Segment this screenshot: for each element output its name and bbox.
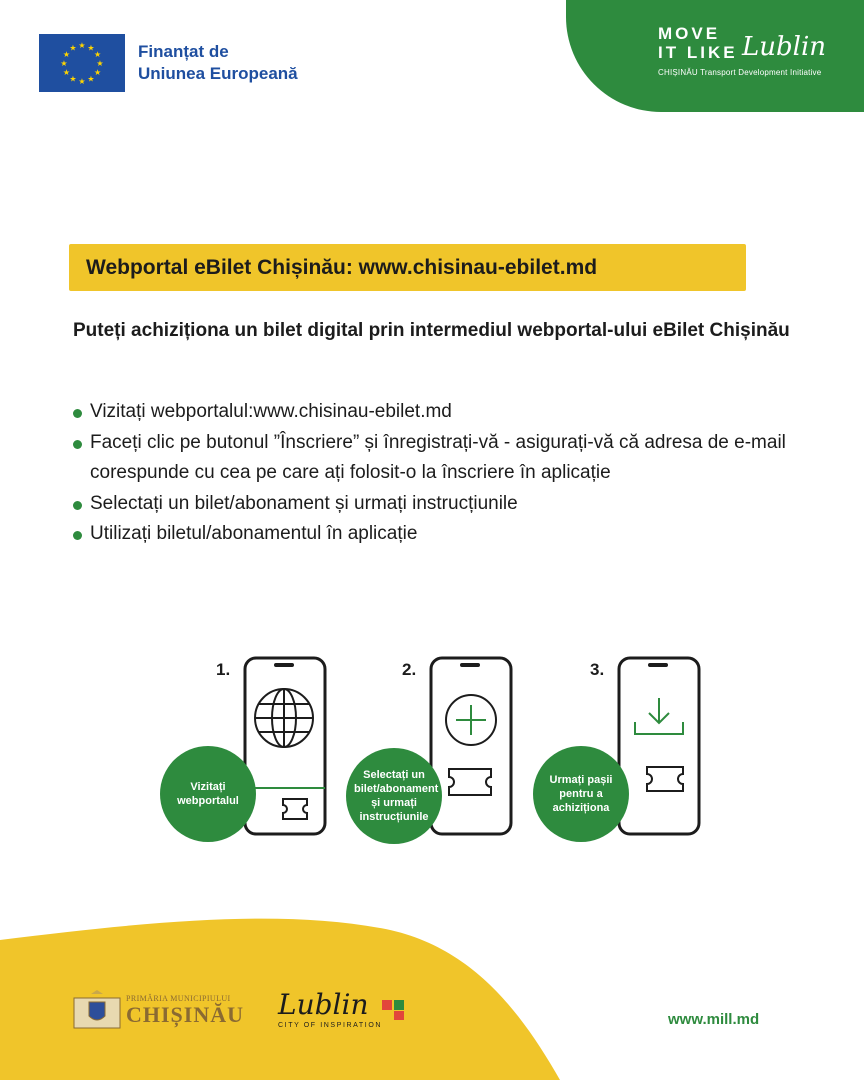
eu-funding-line1: Finanțat de	[138, 42, 229, 61]
primaria-small-text: PRIMĂRIA MUNICIPIULUI	[126, 993, 231, 1003]
eu-star-icon: ★	[87, 74, 95, 84]
eu-star-icon: ★	[94, 68, 102, 77]
step2-label: Selectați un bilet/abonament și urmați instrucțiunile	[354, 769, 439, 823]
eu-star-icon: ★	[78, 41, 86, 50]
step3-label: Urmați pașii pentru a achiziționa	[549, 774, 613, 814]
bullet-dot-icon	[73, 409, 82, 418]
phone-2-icon	[429, 656, 513, 836]
eu-star-icon: ★	[69, 74, 77, 84]
eu-star-icon: ★	[62, 50, 70, 59]
intro-text: Puteți achiziționa un bilet digital prin intermediul webportal-ului eBilet Chișinău	[73, 320, 790, 341]
list-item	[73, 397, 813, 428]
step1-number: 1.	[216, 660, 231, 679]
eu-star-icon: ★	[96, 59, 104, 68]
bullet-dot-icon	[73, 440, 82, 449]
list-item	[73, 489, 813, 520]
list-item	[73, 519, 813, 550]
list-item	[73, 428, 813, 489]
primaria-big-text: CHIȘINĂU	[126, 1001, 245, 1027]
mil-line2: IT LIKE	[658, 43, 738, 62]
eu-star-icon: ★	[62, 68, 70, 77]
lublin-city-logo	[278, 990, 382, 1029]
eu-star-icon: ★	[60, 59, 68, 68]
step-text: Vizitați webportalul:www.chisinau-ebilet.md	[90, 401, 452, 422]
eu-star-icon: ★	[78, 77, 86, 86]
primaria-chisinau-logo	[72, 990, 244, 1030]
bullet-dot-icon	[73, 531, 82, 540]
website-link[interactable]: www.mill.md	[668, 1011, 760, 1028]
move-it-like-lublin-logo	[658, 24, 827, 77]
eu-funding-line2: Uniunea Europeană	[138, 64, 298, 83]
step3-circle	[533, 746, 629, 842]
mil-line1: MOVE	[658, 24, 721, 43]
lublin-script: Lublin	[278, 988, 369, 1021]
headline-text: Webportal eBilet Chișinău: www.chisinau-ebilet.md	[86, 255, 598, 279]
eu-flag-icon	[39, 34, 125, 92]
lublin-subtitle: CITY OF INSPIRATION	[278, 1022, 383, 1029]
step-text: Selectați un bilet/abonament și urmați instrucțiunile	[90, 492, 518, 514]
eu-funding-text	[138, 41, 298, 85]
bullet-dot-icon	[73, 501, 82, 510]
step-text: Utilizați biletul/abonamentul în aplicație	[90, 523, 418, 544]
eu-star-icon: ★	[87, 43, 95, 53]
eu-star-icon: ★	[69, 43, 77, 53]
headline-banner	[69, 244, 746, 291]
step2-circle	[346, 748, 442, 844]
phone-1-icon	[243, 656, 327, 836]
step-text: Faceți clic pe butonul ”Înscriere” și înregistrați-vă - asigurați-vă că adresa de e-mail corespunde cu cea pe care ați folosit-o la înscriere în aplicație	[90, 431, 786, 483]
step1-label: Vizitați webportalul	[177, 781, 239, 807]
mil-script: Lublin	[742, 32, 827, 62]
step1-circle	[160, 746, 256, 842]
steps-list	[73, 397, 813, 550]
step3-number: 3.	[590, 660, 605, 679]
coat-of-arms-icon	[72, 990, 122, 1030]
globe-icon	[255, 689, 313, 747]
phone-3-icon	[617, 656, 701, 836]
step2-number: 2.	[402, 660, 417, 679]
eu-star-icon: ★	[94, 50, 102, 59]
eu-funding-logo	[39, 34, 298, 92]
mil-subtitle: CHIȘINĂU Transport Development Initiative	[658, 68, 822, 77]
lublin-emblem-icon	[380, 998, 408, 1022]
